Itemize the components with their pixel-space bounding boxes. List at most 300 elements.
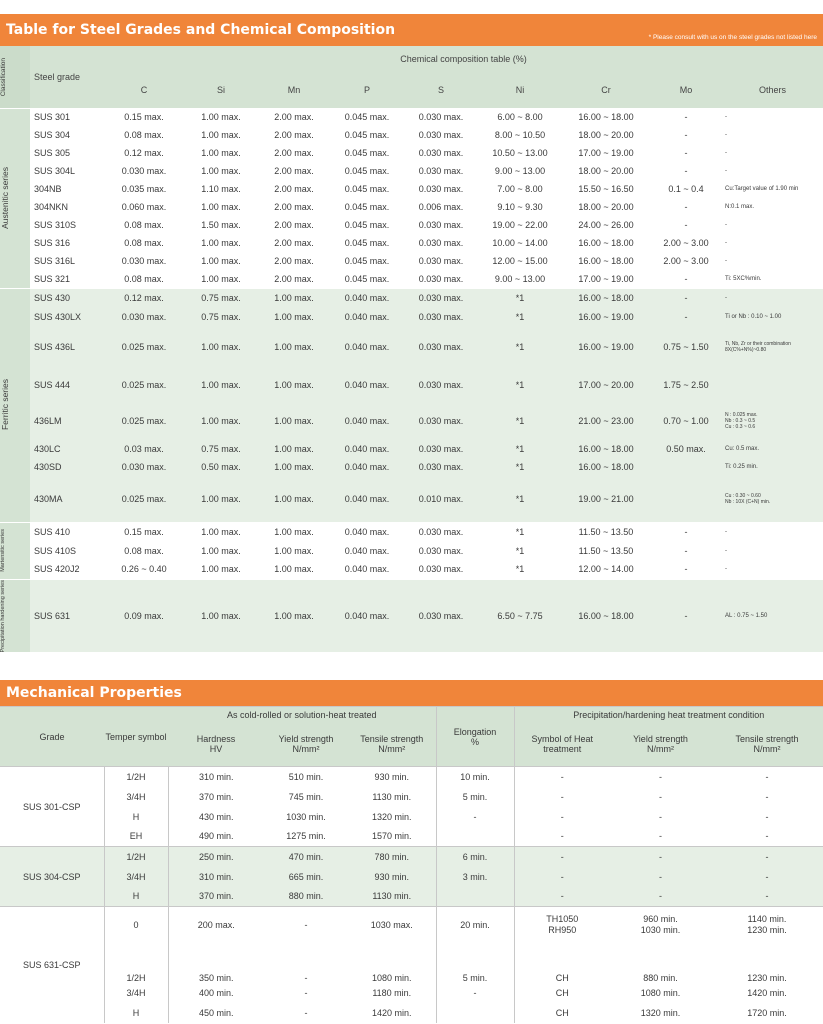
value-cell: 0.08 max. <box>124 238 164 248</box>
value-cell: - <box>684 148 688 158</box>
table-row <box>0 887 823 907</box>
value-cell <box>436 1003 514 1023</box>
cold-rolled-header: As cold-rolled or solution-heat treated <box>168 707 436 723</box>
value-cell: 0.08 max. <box>124 545 164 556</box>
value-cell: 0.040 max. <box>344 545 390 556</box>
value-cell: 1.00 max. <box>201 256 241 266</box>
value-cell: 0.060 max. <box>121 202 167 212</box>
value-cell <box>436 827 514 847</box>
tensile-header: Tensile strength N/mm² <box>348 723 436 767</box>
value-cell: 0.030 max. <box>418 564 464 575</box>
value-cell: 17.00 ~ 20.00 <box>578 380 634 390</box>
table-row <box>0 541 823 560</box>
value-cell: 10.50 ~ 13.00 <box>492 148 548 158</box>
value-cell: 0.045 max. <box>344 148 390 158</box>
grade-cell: SUS 310S <box>34 220 77 230</box>
value-cell: 1180 min. <box>372 987 412 998</box>
value-cell: - <box>514 867 610 887</box>
table-row <box>0 326 823 368</box>
others-line: Nb : 0.3 ~ 0.5 <box>725 418 756 424</box>
value-cell: 2.00 ~ 3.00 <box>663 256 709 266</box>
value-cell: - <box>304 1007 308 1018</box>
table-row <box>0 288 823 307</box>
value-cell: - <box>765 791 769 802</box>
value-cell: 1130 min. <box>372 891 412 902</box>
value-cell: *1 <box>515 416 525 426</box>
value-cell: 1.00 max. <box>258 522 330 541</box>
value-cell: 0.040 max. <box>344 564 390 575</box>
value-cell: 1.00 max. <box>201 564 241 575</box>
value-cell: 0.040 max. <box>344 311 390 322</box>
series-label <box>0 522 30 579</box>
value-cell: 0.75 max. <box>201 311 241 322</box>
value-cell: - <box>650 108 722 126</box>
value-cell: 1.00 max. <box>201 148 241 158</box>
value-cell: 0.030 max. <box>418 220 464 230</box>
value-cell: 1080 min. <box>371 972 412 983</box>
value-cell: 745 min. <box>288 791 324 802</box>
grade-cell: SUS 430 <box>30 288 104 307</box>
value-cell: 0.030 max. <box>418 416 464 426</box>
value-cell: 0.15 max. <box>104 522 184 541</box>
value-cell: 0.025 max. <box>121 380 167 390</box>
table-row <box>0 144 823 162</box>
value-cell: - <box>650 579 722 652</box>
column-header-7: Mo <box>650 72 722 108</box>
value-cell: - <box>684 311 688 322</box>
value-cell: - <box>725 150 727 156</box>
value-cell: 0.030 max. <box>418 238 464 248</box>
value-cell: Ti, Nb, Zr or their combination 8X(C%+N%)~0.80 <box>725 341 791 353</box>
value-cell: 0.15 max. <box>104 108 184 126</box>
value-cell: - <box>684 545 688 556</box>
value-cell: 12.00 ~ 14.00 <box>578 564 634 575</box>
table-row <box>0 827 823 847</box>
value-cell: 20 min. <box>436 907 514 943</box>
column-header-1: Si <box>184 72 258 108</box>
value-cell: 17.00 ~ 19.00 <box>578 273 634 284</box>
value-cell: *1 <box>515 444 525 454</box>
value-cell: - <box>264 907 348 943</box>
grade-cell: SUS 301-CSP <box>0 767 104 847</box>
value-cell: 370 min. <box>168 887 264 907</box>
value-cell: 6.50 ~ 7.75 <box>478 579 562 652</box>
value-cell: 0.040 max. <box>344 493 390 504</box>
grade-cell: SUS 301 <box>30 108 104 126</box>
series-label <box>0 579 30 652</box>
value-cell: - <box>436 983 514 1003</box>
grade-cell: SUS 304L <box>34 166 76 176</box>
value-cell: 490 min. <box>168 827 264 847</box>
value-cell: - <box>725 547 727 554</box>
value-cell: 18.00 ~ 20.00 <box>578 130 634 140</box>
value-cell <box>650 458 722 476</box>
column-header-5: Ni <box>478 72 562 108</box>
value-cell: 1.00 max. <box>274 380 314 390</box>
value-cell: - <box>711 767 823 787</box>
value-cell: 0.1 ~ 0.4 <box>668 184 704 194</box>
value-cell: 3 min. <box>436 867 514 887</box>
value-cell: 0.75 ~ 1.50 <box>663 342 709 352</box>
value-cell: 0.030 max. <box>418 256 464 266</box>
chem-table <box>0 46 823 652</box>
value-cell: 665 min. <box>288 871 324 882</box>
value-cell: 1.00 max. <box>274 564 314 575</box>
value-cell: 1570 min. <box>371 831 412 842</box>
value-cell: 0.045 max. <box>344 166 390 176</box>
grade-cell: SUS 631-CSP <box>0 907 104 1023</box>
value-cell: 0.040 max. <box>330 288 404 307</box>
value-cell: 0.040 max. <box>330 522 404 541</box>
value-cell: 450 min. <box>168 1003 264 1023</box>
value-line: 960 min. <box>643 913 678 924</box>
value-cell: *1 <box>515 311 525 322</box>
value-cell: 0.030 max. <box>418 462 464 472</box>
value-cell: 1.00 max. <box>201 545 241 556</box>
grade-cell: 430MA <box>34 493 63 504</box>
composition-header: Chemical composition table (%) <box>104 46 823 72</box>
value-cell: 1.00 max. <box>201 130 241 140</box>
value-cell: - <box>722 522 823 541</box>
grade-cell: 304NKN <box>34 202 69 212</box>
table-row <box>0 807 823 827</box>
value-cell: 2.00 max. <box>274 220 314 230</box>
value-cell <box>514 907 610 943</box>
value-cell: Ti or Nb : 0.10 ~ 1.00 <box>725 313 782 320</box>
mech-title: Mechanical Properties <box>6 685 182 701</box>
steel-grade-header: Steel grade <box>30 46 104 108</box>
value-cell: 0.040 max. <box>344 462 390 472</box>
grade-cell: SUS 436L <box>34 342 76 352</box>
value-cell: 2.00 max. <box>274 238 314 248</box>
yield-header: Yield strength N/mm² <box>264 723 348 767</box>
classification-header: Classification <box>0 46 30 108</box>
value-cell: 18.00 ~ 20.00 <box>578 202 634 212</box>
value-cell: 0.030 max. <box>418 166 464 176</box>
table-row <box>0 767 823 787</box>
mech-title-band <box>0 680 823 706</box>
value-cell: 0.50 max. <box>666 444 706 454</box>
value-cell: 1.00 max. <box>274 462 314 472</box>
value-cell: 5 min. <box>436 943 514 983</box>
value-cell: 5 min. <box>436 787 514 807</box>
value-cell: - <box>436 807 514 827</box>
grade-header: Grade <box>0 707 104 767</box>
value-cell: 930 min. <box>374 871 410 882</box>
value-cell: EH <box>104 827 168 847</box>
table-row <box>0 108 823 126</box>
value-cell: 0.03 max. <box>124 444 164 454</box>
others-line: Cu : 0.3 ~ 0.6 <box>725 424 756 430</box>
value-cell: 1.50 max. <box>201 220 241 230</box>
value-cell: Cu:Target value of 1.90 min <box>725 186 799 192</box>
value-cell: 0.030 max. <box>404 579 478 652</box>
value-cell: - <box>684 564 688 575</box>
value-cell: 9.10 ~ 9.30 <box>497 202 543 212</box>
table-row <box>0 476 823 522</box>
value-line: RH950 <box>548 924 577 935</box>
value-cell: - <box>610 767 711 787</box>
value-cell: 16.00 ~ 18.00 <box>578 256 634 266</box>
value-cell: 1130 min. <box>372 791 412 802</box>
value-cell: - <box>725 132 727 138</box>
value-cell: 0.08 max. <box>124 220 164 230</box>
value-cell: 250 min. <box>168 847 264 867</box>
value-cell: 16.00 ~ 18.00 <box>578 462 634 472</box>
value-cell: 10.00 ~ 14.00 <box>492 238 548 248</box>
value-cell: 8.00 ~ 10.50 <box>494 130 546 140</box>
column-header-8: Others <box>722 72 823 108</box>
value-cell: 1.00 max. <box>201 166 241 176</box>
grade-cell: 436LM <box>34 416 62 426</box>
value-cell: 19.00 ~ 21.00 <box>578 493 634 504</box>
value-cell: 1030 max. <box>348 907 436 943</box>
value-cell: Ti: 5XC%min. <box>725 275 762 282</box>
value-cell: 2.00 max. <box>274 256 314 266</box>
value-cell: 1.00 max. <box>274 416 314 426</box>
value-cell: *1 <box>515 342 525 352</box>
table-row <box>0 270 823 288</box>
grade-cell: 430LC <box>34 444 61 454</box>
grade-cell: SUS 321 <box>34 273 71 284</box>
value-cell: 930 min. <box>348 767 436 787</box>
column-header-0: C <box>104 72 184 108</box>
value-cell: CH <box>514 1003 610 1023</box>
table-row <box>0 983 823 1003</box>
value-cell: 370 min. <box>168 787 264 807</box>
value-cell: 0.040 max. <box>344 342 390 352</box>
precip-header: Precipitation/hardening heat treatment condition <box>514 707 823 723</box>
elongation-header: Elongation % <box>436 707 514 767</box>
value-cell: 2.00 max. <box>258 108 330 126</box>
value-cell: 0.040 max. <box>330 579 404 652</box>
value-cell: 1.00 max. <box>201 493 241 504</box>
value-cell: - <box>684 202 688 212</box>
value-cell: 200 max. <box>168 907 264 943</box>
value-cell: 3/4H <box>104 983 168 1003</box>
value-cell: 0.006 max. <box>418 202 464 212</box>
value-cell: - <box>514 847 610 867</box>
value-cell: 1420 min. <box>747 987 787 998</box>
series-text: Ferritic series <box>0 379 10 431</box>
value-cell: *1 <box>478 288 562 307</box>
value-cell: 0.12 max. <box>104 288 184 307</box>
table-row <box>0 126 823 144</box>
value-cell: *1 <box>515 380 525 390</box>
value-cell: 0.09 max. <box>104 579 184 652</box>
value-cell: 0.045 max. <box>344 238 390 248</box>
value-cell: 16.00 ~ 18.00 <box>562 108 650 126</box>
value-cell: - <box>304 987 308 998</box>
table-row <box>0 847 823 867</box>
value-cell: - <box>514 807 610 827</box>
p-yield-header: Yield strength N/mm² <box>610 723 711 767</box>
value-cell: 1.00 max. <box>274 342 314 352</box>
value-cell: - <box>725 222 727 228</box>
value-cell: 15.50 ~ 16.50 <box>578 184 634 194</box>
value-cell: 510 min. <box>264 767 348 787</box>
value-cell: 0.030 max. <box>418 148 464 158</box>
value-cell: 470 min. <box>264 847 348 867</box>
value-cell: 16.00 ~ 18.00 <box>578 444 634 454</box>
heat-symbol-header: Symbol of Heat treatment <box>514 723 610 767</box>
value-cell: 2.00 max. <box>274 202 314 212</box>
value-cell: 0 <box>104 907 168 943</box>
value-cell: 310 min. <box>168 767 264 787</box>
value-cell: 3/4H <box>104 787 168 807</box>
grade-cell: SUS 304-CSP <box>0 847 104 907</box>
value-cell: 11.50 ~ 13.50 <box>578 545 634 556</box>
value-cell: 0.030 max. <box>418 342 464 352</box>
value-cell: 1.00 max. <box>201 342 241 352</box>
value-cell: AL : 0.75 ~ 1.50 <box>722 579 823 652</box>
value-cell <box>722 368 823 402</box>
value-cell: 400 min. <box>168 983 264 1003</box>
value-cell: - <box>725 566 727 573</box>
value-cell: 1/2H <box>104 943 168 983</box>
value-cell: 1/2H <box>104 847 168 867</box>
value-cell: H <box>104 807 168 827</box>
value-cell: 2.00 max. <box>274 130 314 140</box>
value-cell: 2.00 max. <box>274 184 314 194</box>
value-cell: 1.00 max. <box>184 108 258 126</box>
grade-cell: SUS 444 <box>34 380 71 390</box>
value-cell: 9.00 ~ 13.00 <box>494 273 546 284</box>
value-cell <box>722 476 823 522</box>
value-cell: 1720 min. <box>747 1007 787 1018</box>
series-label <box>0 288 30 522</box>
value-cell: 2.00 max. <box>274 148 314 158</box>
value-cell: - <box>725 258 727 264</box>
value-cell: 0.010 max. <box>418 493 464 504</box>
value-cell: - <box>684 273 688 284</box>
value-cell <box>436 887 514 907</box>
value-cell: - <box>659 831 662 842</box>
grade-cell: SUS 316 <box>34 238 71 248</box>
value-cell: 16.00 ~ 18.00 <box>562 579 650 652</box>
value-cell: 0.08 max. <box>124 130 164 140</box>
value-cell: 1.00 max. <box>184 579 258 652</box>
grade-cell: SUS 305 <box>34 148 71 158</box>
grade-cell: SUS 316L <box>34 256 76 266</box>
grade-cell: 430SD <box>34 462 62 472</box>
value-cell: 1030 min. <box>286 811 326 822</box>
value-cell: 0.030 max. <box>121 462 167 472</box>
value-cell: - <box>514 887 610 907</box>
value-cell: *1 <box>478 522 562 541</box>
value-cell: 0.08 max. <box>124 273 164 284</box>
value-cell: 1.00 max. <box>184 522 258 541</box>
value-cell: 1.10 max. <box>201 184 241 194</box>
hardness-header: Hardness HV <box>168 723 264 767</box>
value-cell: 0.030 max. <box>418 444 464 454</box>
temper-header: Temper symbol <box>104 707 168 767</box>
table-row <box>0 440 823 458</box>
value-cell: 7.00 ~ 8.00 <box>497 184 543 194</box>
table-row <box>0 560 823 579</box>
value-cell: 0.70 ~ 1.00 <box>663 416 709 426</box>
value-cell: 1.00 max. <box>201 273 241 284</box>
table-row <box>0 307 823 326</box>
mech-table <box>0 706 823 1023</box>
column-header-2: Mn <box>258 72 330 108</box>
value-cell: 21.00 ~ 23.00 <box>578 416 634 426</box>
value-cell: 1320 min. <box>371 811 412 822</box>
value-cell: CH <box>514 943 610 983</box>
value-cell: 0.045 max. <box>344 256 390 266</box>
value-cell: - <box>514 827 610 847</box>
grade-cell: SUS 631 <box>30 579 104 652</box>
value-cell: 0.045 max. <box>344 273 390 284</box>
value-cell: 24.00 ~ 26.00 <box>578 220 634 230</box>
value-cell: 10 min. <box>436 767 514 787</box>
value-cell: 9.00 ~ 13.00 <box>494 166 546 176</box>
value-cell: 0.025 max. <box>121 342 167 352</box>
value-cell: Cu: 0.5 max. <box>725 446 760 452</box>
value-cell: - <box>610 847 711 867</box>
value-cell: 0.030 max. <box>418 130 464 140</box>
value-cell: 780 min. <box>348 847 436 867</box>
value-cell: 430 min. <box>168 807 264 827</box>
value-cell <box>722 402 823 440</box>
value-cell: - <box>765 891 769 902</box>
value-cell: - <box>722 288 823 307</box>
value-cell: - <box>514 787 610 807</box>
value-cell <box>711 907 823 943</box>
table-row <box>0 907 823 943</box>
series-text: Precipitation hardening series <box>0 579 6 652</box>
value-cell: 0.030 max. <box>121 166 167 176</box>
table-row <box>0 402 823 440</box>
value-cell: 1320 min. <box>640 1007 681 1018</box>
grade-cell: SUS 304 <box>34 130 71 140</box>
value-cell: 16.00 ~ 18.00 <box>562 288 650 307</box>
column-header-6: Cr <box>562 72 650 108</box>
value-cell: - <box>725 168 727 174</box>
value-cell: 2.00 max. <box>274 273 314 284</box>
series-label <box>0 108 30 288</box>
value-cell: - <box>684 166 688 176</box>
value-cell: 0.030 max. <box>404 522 478 541</box>
value-cell: 0.75 max. <box>201 444 241 454</box>
value-cell: 0.045 max. <box>344 202 390 212</box>
value-cell: 16.00 ~ 18.00 <box>578 238 634 248</box>
chem-note: * Please consult with us on the steel grades not listed here <box>648 34 817 41</box>
grade-cell: SUS 420J2 <box>34 564 80 575</box>
value-cell: H <box>104 887 168 907</box>
value-cell: 0.75 max. <box>184 288 258 307</box>
value-cell: 1420 min. <box>371 1007 412 1018</box>
value-cell: - <box>650 288 722 307</box>
value-cell: 2.00 max. <box>274 166 314 176</box>
value-cell: 18.00 ~ 20.00 <box>578 166 634 176</box>
value-cell: 0.50 max. <box>201 462 241 472</box>
series-text: Austenitic series <box>0 167 10 229</box>
table-row <box>0 522 823 541</box>
table-row <box>0 458 823 476</box>
value-cell: 0.030 max. <box>418 380 464 390</box>
value-cell: *1 <box>515 462 525 472</box>
value-cell: 1.00 max. <box>258 288 330 307</box>
grade-cell: SUS 410 <box>30 522 104 541</box>
value-cell: - <box>684 220 688 230</box>
value-cell: 0.12 max. <box>124 148 164 158</box>
value-cell: 0.26 ~ 0.40 <box>121 564 167 575</box>
table-row <box>0 867 823 887</box>
value-cell: 0.045 max. <box>344 130 390 140</box>
value-cell: 16.00 ~ 19.00 <box>578 311 634 322</box>
value-cell: 350 min. <box>168 943 264 983</box>
